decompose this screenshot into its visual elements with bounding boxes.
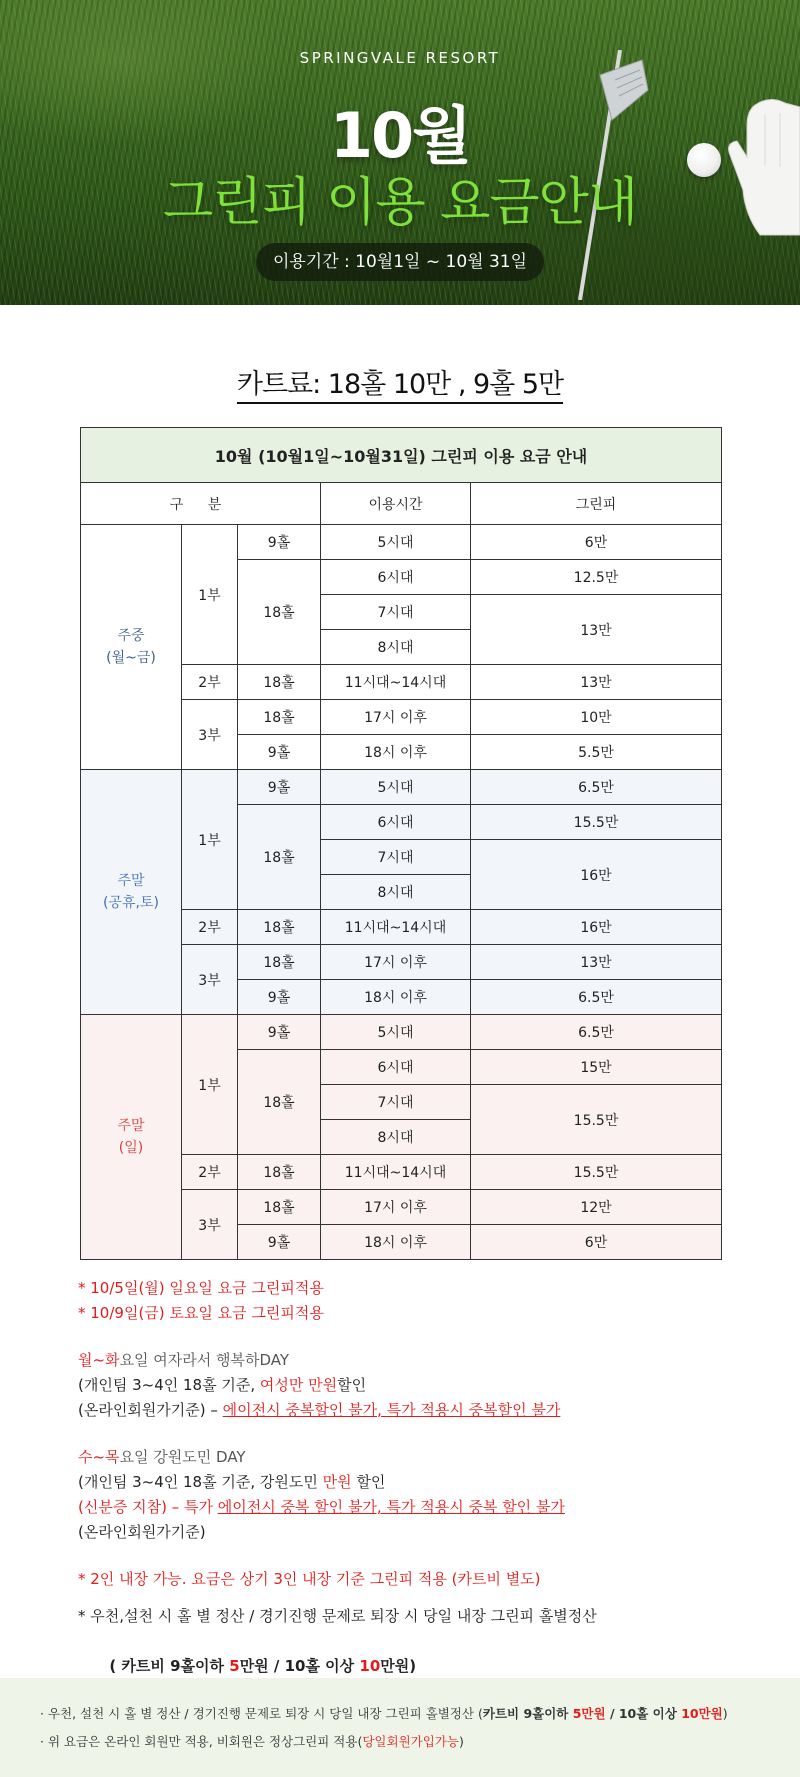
group-label-line1: 주중 [117, 628, 145, 644]
time-cell: 17시 이후 [321, 700, 471, 735]
note-1: * 10/5일(월) 일요일 요금 그린피적용 [78, 1279, 324, 1297]
group-label-weekend [81, 770, 182, 1015]
table-row [81, 525, 722, 560]
hole-cell: 18홀 [238, 1155, 321, 1190]
fee-cell: 15.5만 [471, 1085, 722, 1155]
hole-cell: 18홀 [238, 700, 321, 735]
header-fee: 그린피 [471, 483, 722, 525]
note-cart-text: 만원) [380, 1657, 417, 1675]
time-cell: 5시대 [321, 770, 471, 805]
fee-cell: 16만 [471, 840, 722, 910]
gangwon-day-id-note: (신분증 지참) – 특가 [78, 1498, 218, 1516]
fee-cell: 13만 [471, 945, 722, 980]
note-cart-text: ( 카트비 9홀이하 [98, 1657, 230, 1675]
footer-text: ) [722, 1706, 728, 1721]
footer-text: ) [458, 1734, 464, 1749]
time-cell: 11시대~14시대 [321, 1155, 471, 1190]
note-2: * 10/9일(금) 토요일 요금 그린피적용 [78, 1304, 324, 1322]
part-cell: 2부 [182, 1155, 238, 1190]
hero-banner [0, 0, 800, 305]
footer-signup-note: 당일회원가입가능 [362, 1734, 459, 1749]
footer-amount: 5만원 [572, 1706, 606, 1721]
ladies-day-text: 할인 [337, 1376, 367, 1394]
fee-cell: 6만 [471, 1225, 722, 1260]
footer-amount: 10만원 [681, 1706, 723, 1721]
gangwon-day-title [78, 1445, 758, 1470]
group-label-line1: 주말 [117, 1118, 145, 1134]
hole-cell: 18홀 [238, 560, 321, 665]
hole-cell: 18홀 [238, 805, 321, 910]
hole-cell: 9홀 [238, 1225, 321, 1260]
fee-cell: 6만 [471, 525, 722, 560]
footer-text: 카트비 9홀이하 [482, 1706, 573, 1721]
gangwon-day-line3 [78, 1495, 758, 1520]
header-time: 이용시간 [321, 483, 471, 525]
time-cell: 17시 이후 [321, 1190, 471, 1225]
time-cell: 11시대~14시대 [321, 910, 471, 945]
fee-cell: 15.5만 [471, 1155, 722, 1190]
part-cell: 1부 [182, 525, 238, 665]
ladies-day-discount: 여성만 만원 [259, 1376, 338, 1394]
fee-cell: 15만 [471, 1050, 722, 1085]
ladies-day-title [78, 1348, 758, 1373]
hole-cell: 9홀 [238, 735, 321, 770]
group-label-line2: (일) [118, 1140, 144, 1156]
hole-cell: 18홀 [238, 1190, 321, 1225]
fee-cell: 13만 [471, 665, 722, 700]
hole-cell: 18홀 [238, 945, 321, 980]
group-label-weekday [81, 525, 182, 770]
ladies-day-restriction: 에이전시 중복할인 불가, 특가 적용시 중복할인 불가 [222, 1401, 561, 1419]
table-row [81, 770, 722, 805]
group-label-line2: (공휴,토) [103, 895, 159, 911]
fee-cell: 6.5만 [471, 1015, 722, 1050]
fee-cell: 12만 [471, 1190, 722, 1225]
hole-cell: 9홀 [238, 770, 321, 805]
gangwon-day-text: (개인팀 3~4인 18홀 기준, 강원도민 [78, 1473, 323, 1491]
part-cell: 3부 [182, 700, 238, 770]
hole-cell: 18홀 [238, 665, 321, 700]
ladies-day-days: 월~화 [78, 1351, 120, 1369]
time-cell: 18시 이후 [321, 735, 471, 770]
part-cell: 3부 [182, 1190, 238, 1260]
hole-cell: 9홀 [238, 1015, 321, 1050]
part-cell: 1부 [182, 1015, 238, 1155]
group-label-line2: (월~금) [106, 650, 156, 666]
hole-cell: 18홀 [238, 910, 321, 945]
header-category: 구 분 [81, 483, 321, 525]
green-fee-table [80, 427, 722, 1260]
time-cell: 17시 이후 [321, 945, 471, 980]
part-cell: 1부 [182, 770, 238, 910]
resort-brand: SPRINGVALE RESORT [299, 49, 501, 67]
hole-cell: 18홀 [238, 1050, 321, 1155]
note-cart-text: 만원 / 10홀 이상 [239, 1657, 360, 1675]
fee-cell: 6.5만 [471, 770, 722, 805]
hero-month: 10월 [329, 99, 471, 172]
note-two-players: * 2인 내장 가능. 요금은 상기 3인 내장 기준 그린피 적용 (카트비 별도) [78, 1570, 541, 1588]
fee-cell: 12.5만 [471, 560, 722, 595]
fee-cell: 16만 [471, 910, 722, 945]
time-cell: 8시대 [321, 1120, 471, 1155]
group-label-line1: 주말 [117, 873, 145, 889]
fee-cell: 10만 [471, 700, 722, 735]
group-label-sunday [81, 1015, 182, 1260]
note-cart-amount: 10 [359, 1657, 381, 1675]
table-caption: 10월 (10월1일~10월31일) 그린피 이용 요금 안내 [81, 428, 722, 483]
table-caption-row [81, 428, 722, 483]
time-cell: 7시대 [321, 595, 471, 630]
footer-line-1 [40, 1700, 800, 1728]
time-cell: 5시대 [321, 525, 471, 560]
gangwon-day-days: 수~목 [78, 1448, 120, 1466]
notes-section [78, 1276, 758, 1704]
usage-period-badge: 이용기간 : 10월1일 ~ 10월 31일 [256, 243, 544, 281]
part-cell: 2부 [182, 665, 238, 700]
note-rain: * 우천,설천 시 홀 별 정산 / 경기진행 문제로 퇴장 시 당일 내장 그린피 홀별정산 [78, 1607, 597, 1625]
time-cell: 7시대 [321, 1085, 471, 1120]
footer-line-2 [40, 1728, 800, 1756]
gangwon-day-line4: (온라인회원가기준) [78, 1523, 206, 1541]
fee-cell: 13만 [471, 595, 722, 665]
cart-fee-text: 카트료: 18홀 10만 , 9홀 5만 [237, 369, 563, 404]
ladies-day-name: 요일 여자라서 행복하DAY [119, 1351, 290, 1369]
time-cell: 5시대 [321, 1015, 471, 1050]
ladies-day-line2 [78, 1373, 758, 1398]
ladies-day-text: (온라인회원가기준) – [78, 1401, 223, 1419]
gangwon-day-line2 [78, 1470, 758, 1495]
time-cell: 6시대 [321, 1050, 471, 1085]
gangwon-day-text: 할인 [351, 1473, 386, 1491]
footer-text: · 우천, 설천 시 홀 별 정산 / 경기진행 문제로 퇴장 시 당일 내장 그린피 홀별정산 ( [40, 1706, 483, 1721]
table-header-row [81, 483, 722, 525]
time-cell: 18시 이후 [321, 980, 471, 1015]
footer-text: · 위 요금은 온라인 회원만 적용, 비회원은 정상그린피 적용( [40, 1734, 363, 1749]
time-cell: 8시대 [321, 875, 471, 910]
time-cell: 6시대 [321, 560, 471, 595]
gangwon-day-discount: 만원 [322, 1473, 352, 1491]
gangwon-day-restriction: 에이전시 중복 할인 불가, 특가 적용시 중복 할인 불가 [217, 1498, 565, 1516]
time-cell: 8시대 [321, 630, 471, 665]
time-cell: 11시대~14시대 [321, 665, 471, 700]
hole-cell: 9홀 [238, 980, 321, 1015]
time-cell: 6시대 [321, 805, 471, 840]
time-cell: 18시 이후 [321, 1225, 471, 1260]
gangwon-day-name: 요일 강원도민 DAY [119, 1448, 246, 1466]
ladies-day-text: (개인팀 3~4인 18홀 기준, [78, 1376, 260, 1394]
fee-cell: 5.5만 [471, 735, 722, 770]
table-row [81, 1015, 722, 1050]
hero-headline: 그린피 이용 요금안내 [162, 173, 638, 233]
part-cell: 2부 [182, 910, 238, 945]
hole-cell: 9홀 [238, 525, 321, 560]
footer-notice [0, 1678, 800, 1777]
fee-cell: 15.5만 [471, 805, 722, 840]
cart-fee-title [0, 362, 800, 401]
note-cart-amount: 5 [229, 1657, 240, 1675]
ladies-day-line3 [78, 1398, 758, 1423]
time-cell: 7시대 [321, 840, 471, 875]
footer-text: / 10홀 이상 [605, 1706, 682, 1721]
part-cell: 3부 [182, 945, 238, 1015]
fee-cell: 6.5만 [471, 980, 722, 1015]
